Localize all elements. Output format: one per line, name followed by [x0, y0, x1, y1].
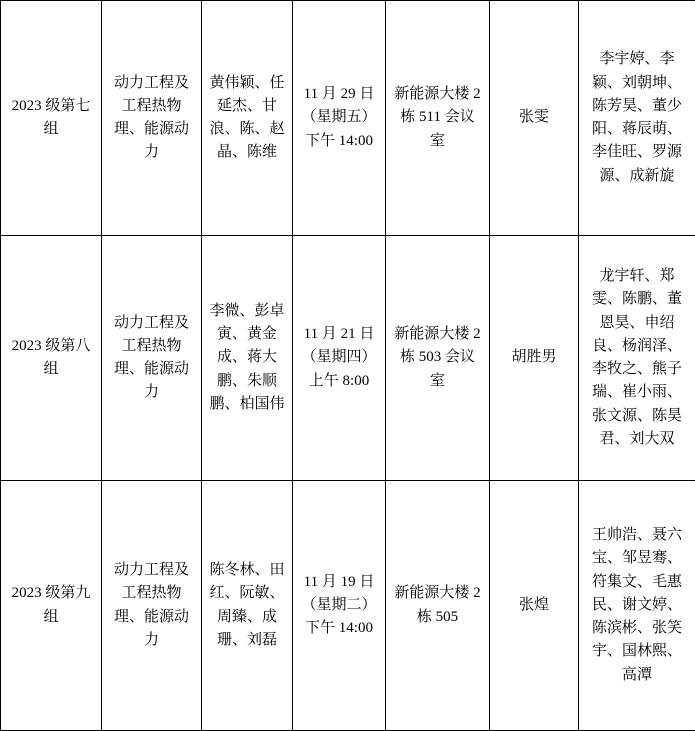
place-label: 新能源大楼 2 栋 503 会议室	[393, 323, 482, 393]
time-label: 11 月 21 日（星期四）上午 8:00	[300, 323, 378, 393]
students-label: 黄伟颖、任延杰、甘浪、陈、赵晶、陈维	[209, 72, 285, 165]
group-label: 2023 级第九组	[8, 582, 94, 629]
major-label: 动力工程及工程热物理、能源动力	[109, 312, 194, 405]
cell-place	[386, 236, 490, 481]
cell-time	[293, 1, 386, 236]
cell-major	[102, 1, 202, 236]
cell-group	[1, 481, 102, 731]
cell-major	[102, 236, 202, 481]
group-label: 2023 级第八组	[8, 335, 94, 382]
place-label: 新能源大楼 2 栋 505	[393, 582, 482, 629]
cell-time	[293, 236, 386, 481]
cell-teacher	[490, 1, 579, 236]
cell-members	[579, 1, 695, 236]
group-label: 2023 级第七组	[8, 95, 94, 142]
table-row	[1, 236, 695, 481]
table-row	[1, 1, 695, 236]
cell-group	[1, 236, 102, 481]
cell-major	[102, 481, 202, 731]
cell-members	[579, 236, 695, 481]
time-label: 11 月 19 日（星期二）下午 14:00	[300, 571, 378, 641]
teacher-label: 张煌	[497, 594, 571, 617]
teacher-label: 胡胜男	[497, 346, 571, 369]
cell-teacher	[490, 236, 579, 481]
members-label: 王帅浩、聂六宝、邹昱骞、符集文、毛惠民、谢文婷、陈滨彬、张笑宇、国林熙、高潭	[586, 524, 688, 687]
cell-place	[386, 481, 490, 731]
table-row	[1, 481, 695, 731]
members-label: 李宇婷、李颖、刘朝坤、陈芳昊、董少阳、蒋辰萌、李佳旺、罗源源、成新旋	[586, 48, 688, 188]
cell-students	[202, 481, 293, 731]
teacher-label: 张雯	[497, 106, 571, 129]
members-label: 龙宇轩、郑雯、陈鹏、董恩昊、申绍良、杨润泽、李牧之、熊子瑞、崔小雨、张文源、陈昊君、刘大双	[586, 265, 688, 451]
students-label: 李微、彭卓寅、黄金成、蒋大鹏、朱顺鹏、柏国伟	[209, 300, 285, 416]
students-label: 陈冬林、田红、阮敏、周臻、成珊、刘磊	[209, 559, 285, 652]
cell-students	[202, 1, 293, 236]
cell-time	[293, 481, 386, 731]
time-label: 11 月 29 日（星期五）下午 14:00	[300, 83, 378, 153]
major-label: 动力工程及工程热物理、能源动力	[109, 72, 194, 165]
cell-place	[386, 1, 490, 236]
cell-members	[579, 481, 695, 731]
cell-teacher	[490, 481, 579, 731]
cell-group	[1, 1, 102, 236]
place-label: 新能源大楼 2 栋 511 会议室	[393, 83, 482, 153]
major-label: 动力工程及工程热物理、能源动力	[109, 559, 194, 652]
cell-students	[202, 236, 293, 481]
